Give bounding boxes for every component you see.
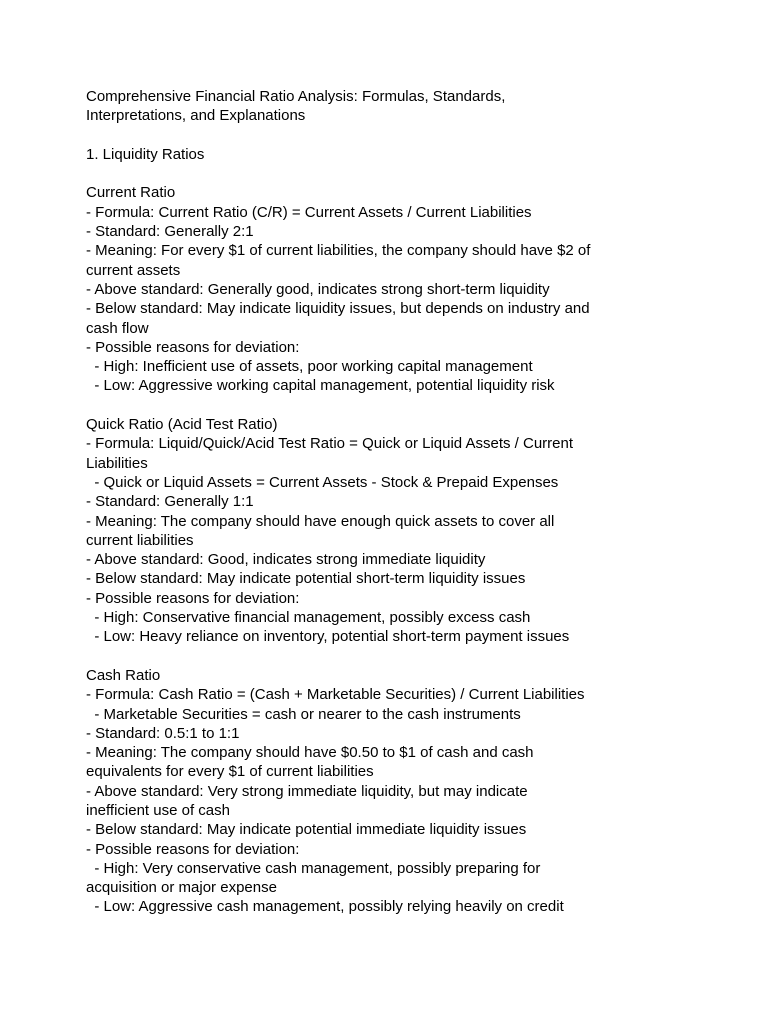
current-ratio-line: - Standard: Generally 2:1 xyxy=(86,223,254,241)
quick-ratio-heading: Quick Ratio (Acid Test Ratio) xyxy=(86,416,278,434)
document-title-line-2: Interpretations, and Explanations xyxy=(86,107,306,125)
current-ratio-line: - Below standard: May indicate liquidity issues, but depends on industry and xyxy=(86,300,590,318)
current-ratio-line: - Possible reasons for deviation: xyxy=(86,338,300,356)
quick-ratio-line: - Meaning: The company should have enough quick assets to cover all xyxy=(86,512,555,530)
current-ratio-line: current assets xyxy=(86,261,181,279)
cash-ratio-line: acquisition or major expense xyxy=(86,879,277,897)
quick-ratio-line: current liabilities xyxy=(86,531,194,549)
spacer xyxy=(86,647,686,666)
cash-ratio-line: - Below standard: May indicate potential immediate liquidity issues xyxy=(86,821,527,839)
current-ratio-line: - Low: Aggressive working capital management, potential liquidity risk xyxy=(86,377,555,395)
cash-ratio-line: - Possible reasons for deviation: xyxy=(86,840,300,858)
cash-ratio-line: - Meaning: The company should have $0.50 to $1 of cash and cash xyxy=(86,744,534,762)
quick-ratio-line: - Above standard: Good, indicates strong immediate liquidity xyxy=(86,551,486,569)
cash-ratio-line: - High: Very conservative cash management, possibly preparing for xyxy=(86,859,541,877)
current-ratio-line: - Formula: Current Ratio (C/R) = Current Assets / Current Liabilities xyxy=(86,203,532,221)
quick-ratio-line: - Possible reasons for deviation: xyxy=(86,589,300,607)
cash-ratio-line: - Formula: Cash Ratio = (Cash + Marketable Securities) / Current Liabilities xyxy=(86,686,585,704)
current-ratio-heading: Current Ratio xyxy=(86,184,176,202)
spacer xyxy=(86,396,686,415)
current-ratio-line: cash flow xyxy=(86,319,149,337)
quick-ratio-line: - Quick or Liquid Assets = Current Assets - Stock & Prepaid Expenses xyxy=(86,473,559,491)
cash-ratio-line: - Standard: 0.5:1 to 1:1 xyxy=(86,724,240,742)
quick-ratio-line: - High: Conservative financial management, possibly excess cash xyxy=(86,609,531,627)
document-title-line-1: Comprehensive Financial Ratio Analysis: Formulas, Standards, xyxy=(86,88,506,105)
quick-ratio-line: - Low: Heavy reliance on inventory, potential short-term payment issues xyxy=(86,628,570,646)
cash-ratio-line: equivalents for every $1 of current liabilities xyxy=(86,763,374,781)
section-heading: 1. Liquidity Ratios xyxy=(86,145,205,163)
current-ratio-line: - Above standard: Generally good, indicates strong short-term liquidity xyxy=(86,280,550,298)
spacer xyxy=(86,126,686,145)
quick-ratio-line: - Standard: Generally 1:1 xyxy=(86,493,254,511)
cash-ratio-line: - Marketable Securities = cash or nearer to the cash instruments xyxy=(86,705,521,723)
cash-ratio-line: - Above standard: Very strong immediate liquidity, but may indicate xyxy=(86,782,528,800)
cash-ratio-heading: Cash Ratio xyxy=(86,666,161,684)
cash-ratio-line: - Low: Aggressive cash management, possibly relying heavily on credit xyxy=(86,898,564,916)
current-ratio-line: - High: Inefficient use of assets, poor working capital management xyxy=(86,358,533,376)
quick-ratio-line: - Formula: Liquid/Quick/Acid Test Ratio = Quick or Liquid Assets / Current xyxy=(86,435,574,453)
current-ratio-line: - Meaning: For every $1 of current liabilities, the company should have $2 of xyxy=(86,242,591,260)
quick-ratio-line: Liabilities xyxy=(86,454,148,472)
document-page xyxy=(86,87,686,917)
spacer xyxy=(86,164,686,183)
cash-ratio-line: inefficient use of cash xyxy=(86,801,230,819)
quick-ratio-line: - Below standard: May indicate potential short-term liquidity issues xyxy=(86,570,526,588)
